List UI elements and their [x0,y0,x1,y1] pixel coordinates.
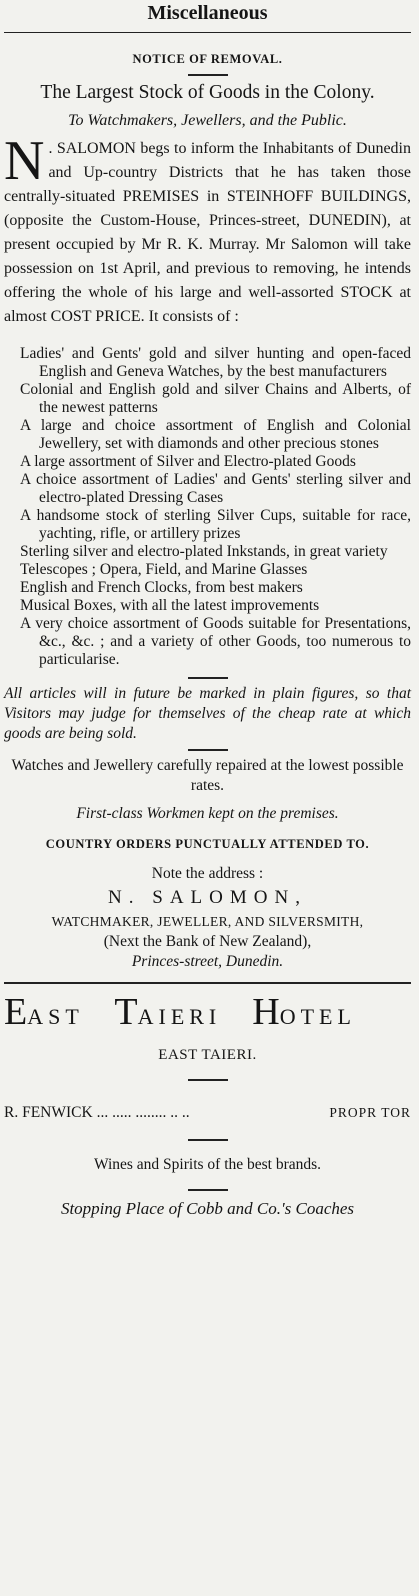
hotel-title-rest: OTEL [279,1004,356,1029]
divider [188,677,228,679]
dropcap-letter: N [4,130,45,192]
hotel-title-rest: AST [27,1004,84,1029]
list-item: A handsome stock of sterling Silver Cups, suitable for race, yachting, rifle, or artillery prizes [20,507,411,542]
list-item: Musical Boxes, with all the latest improvements [20,597,320,614]
hotel-title-rest: AIERI [137,1004,222,1029]
hotel-title-cap: E [4,991,28,1033]
audience-line: To Watchmakers, Jewellers, and the Public. [68,112,347,129]
section-title: Miscellaneous [147,2,268,24]
list-item: English and French Clocks, from best makers [20,579,303,596]
hotel-title [4,991,411,1035]
list-item: A very choice assortment of Goods suitable for Presentations, &c., &c. ; and a variety of other Goods, too numerous to particularise. [20,615,411,668]
workmen-notice: First-class Workmen kept on the premises. [76,805,339,822]
newspaper-column [0,1,419,1596]
list-item: Telescopes ; Opera, Field, and Marine Glasses [20,561,308,578]
proprietor-name: R. FENWICK ... ..... ........ .. .. [4,1104,190,1121]
divider [188,1079,228,1081]
list-item: Ladies' and Gents' gold and silver hunting and open-faced English and Geneva Watches, by the best manufacturers [20,345,411,380]
notice-heading: NOTICE OF REMOVAL. [132,52,283,66]
coach-stop-notice: Stopping Place of Cobb and Co.'s Coaches [60,1199,355,1218]
list-item: A large assortment of Silver and Electro-plated Goods [20,453,356,470]
divider [188,749,228,751]
wines-notice: Wines and Spirits of the best brands. [93,1156,322,1173]
ad-separator-rule [4,982,411,984]
section-rule [4,32,411,33]
divider [188,1189,228,1191]
list-item: A choice assortment of Ladies' and Gents' sterling silver and electro-plated Dressing Cases [20,471,411,506]
divider [188,74,228,76]
plain-figures-notice: All articles will in future be marked in plain figures, so that Visitors may judge for themselves of the cheap rate at which goods are being sold. [4,685,411,742]
proprietor-label: PROPR TOR [329,1105,411,1120]
list-item: A large and choice assortment of English and Colonial Jewellery, set with diamonds and other precious stones [20,417,411,452]
merchant-location-note: (Next the Bank of New Zealand), [103,933,312,950]
repairs-notice: Watches and Jewellery carefully repaired at the lowest possible rates. [11,757,404,794]
proprietor-line [4,1103,411,1123]
list-item: Colonial and English gold and silver Chains and Alberts, of the newest patterns [20,381,411,416]
intro-text: . SALOMON begs to inform the Inhabitants of Dunedin and Up-country Districts that he has taken those centrally-situated PREMISES in STEINHOFF BUILDINGS, (opposite the Custom-House, Princes-street, DUNEDIN), at present occupied by Mr R. K. Murray. Mr Salomon will take possession on 1st April, and previous to removing, he intends offering the whole of his large and well-assorted STOCK at almost COST PRICE. It consists of : [4,140,411,325]
country-orders-notice: COUNTRY ORDERS PUNCTUALLY ATTENDED TO. [45,837,370,851]
merchant-name: N. SALOMON, [108,887,307,908]
address-note: Note the address : [151,865,264,882]
stock-list [4,345,411,669]
hotel-title-cap: T [114,991,138,1033]
intro-paragraph [4,130,411,329]
hotel-title-cap: H [252,991,280,1033]
hotel-location: EAST TAIERI. [158,1047,257,1063]
headline: The Largest Stock of Goods in the Colony. [40,82,375,103]
merchant-trades: WATCHMAKER, JEWELLER, AND SILVERSMITH, [51,914,364,929]
list-item: Sterling silver and electro-plated Inkstands, in great variety [20,543,388,560]
divider [188,1139,228,1141]
merchant-street: Princes-street, Dunedin. [131,953,284,970]
